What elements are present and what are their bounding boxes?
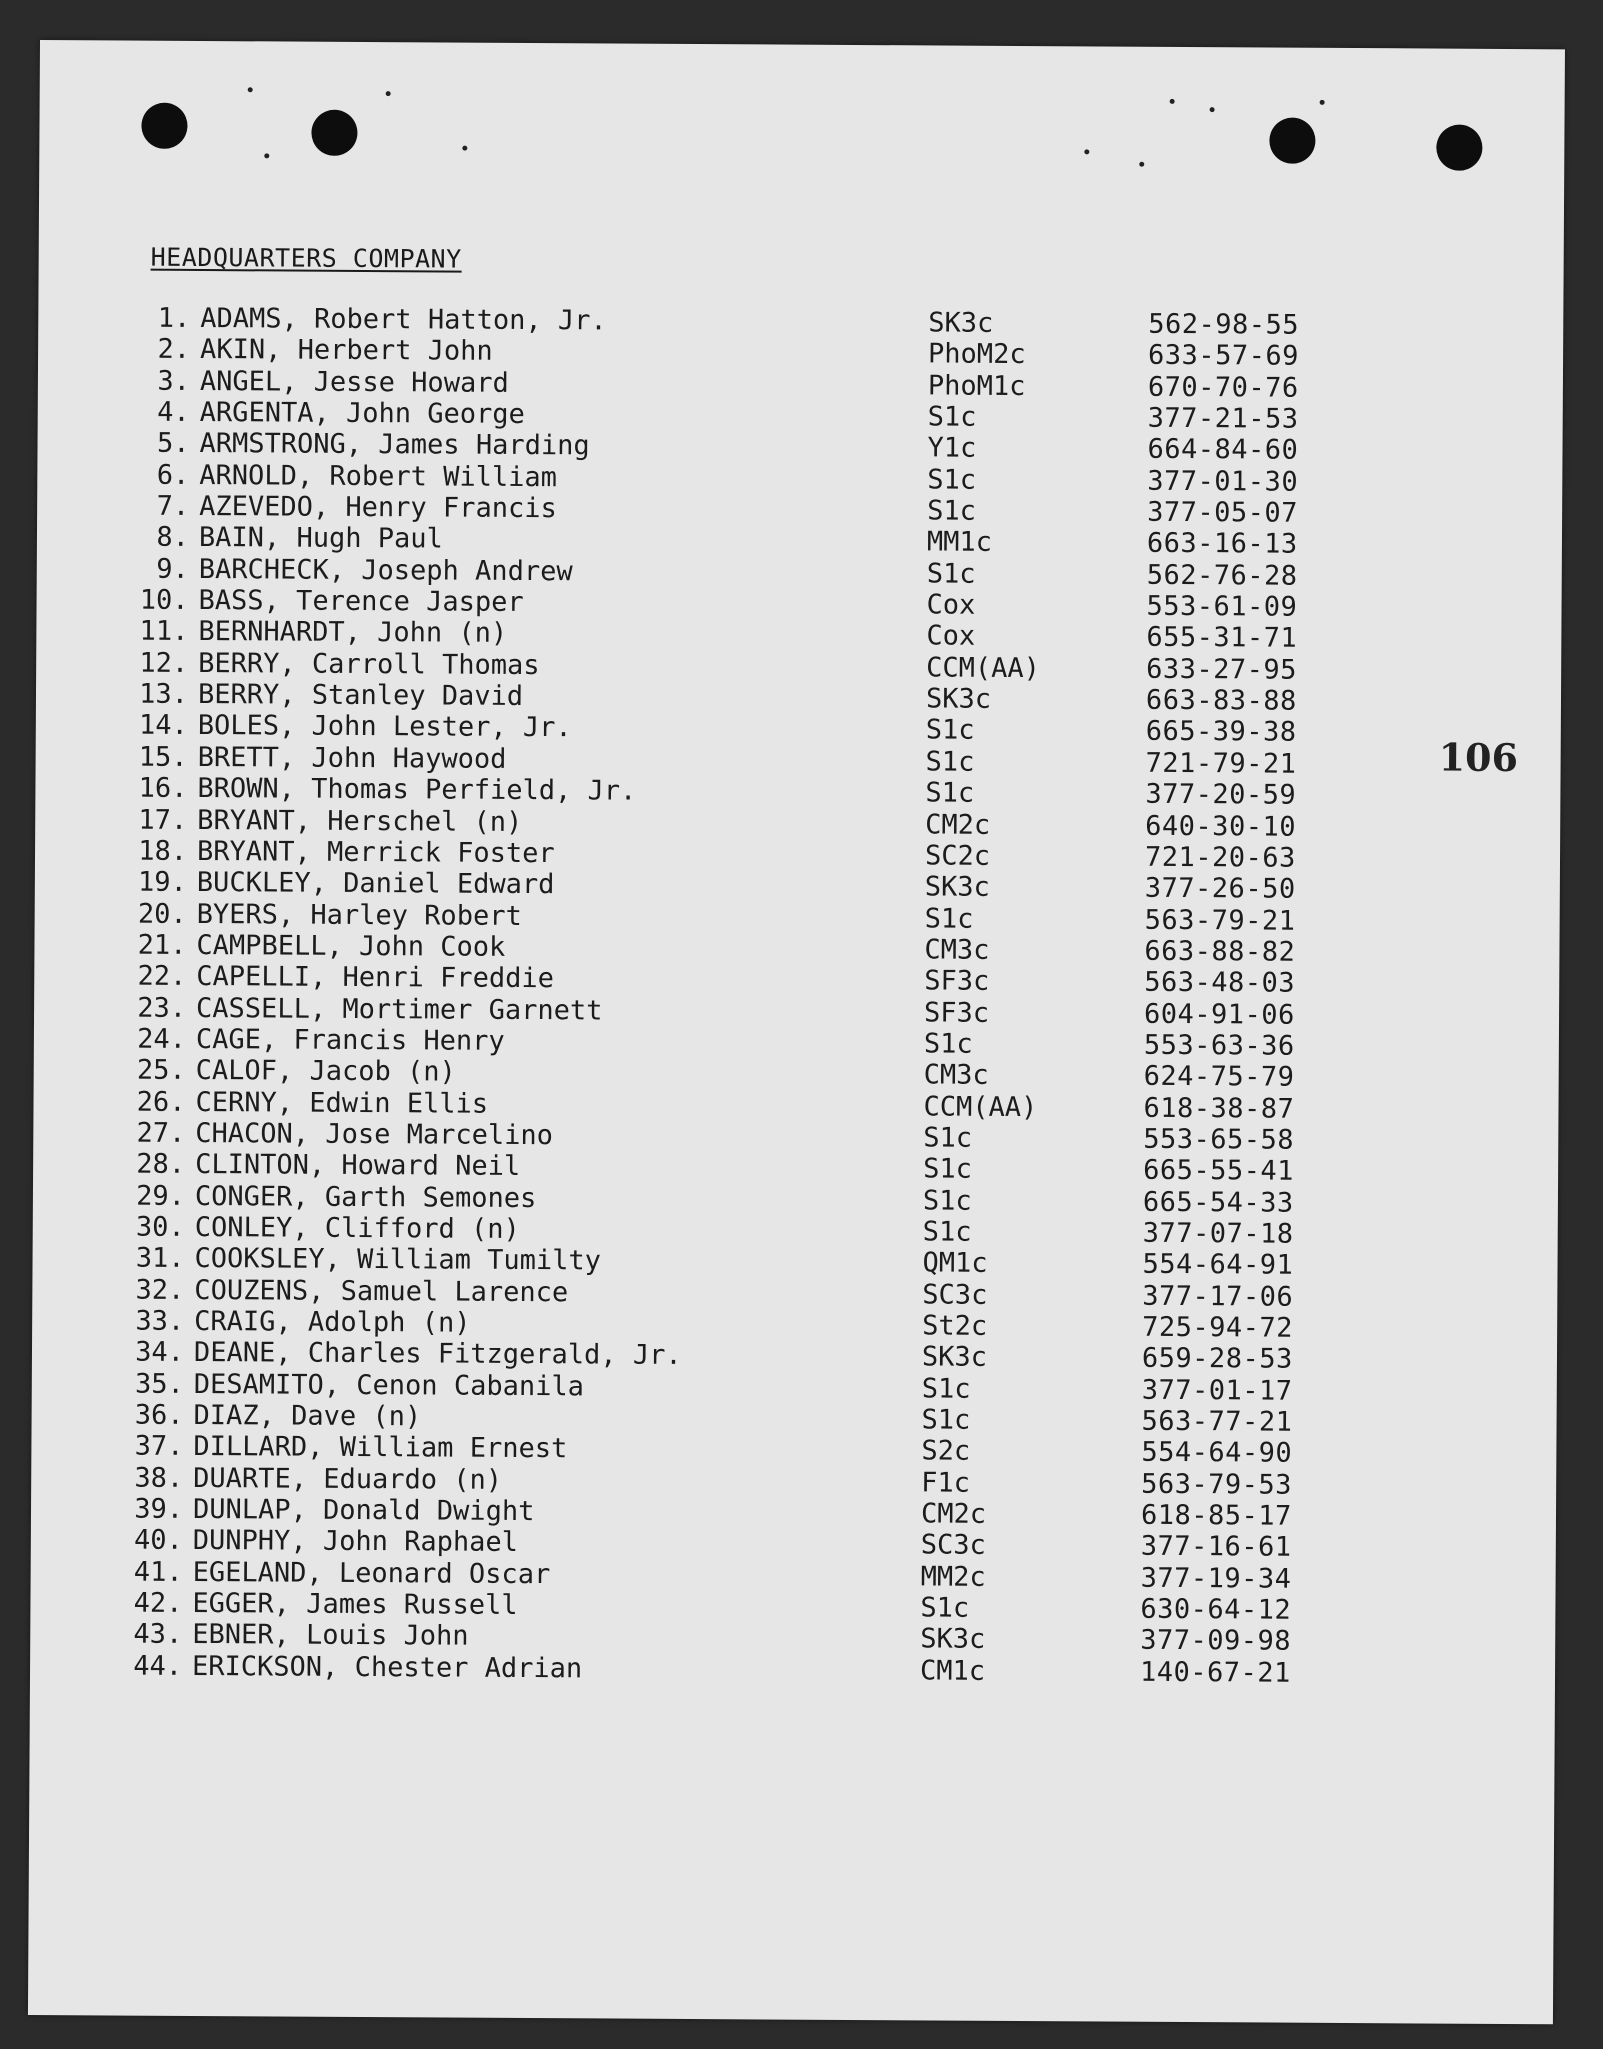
- entry-number: 25.: [136, 1054, 186, 1087]
- entry-name: DILLARD, William Ernest: [193, 1431, 568, 1465]
- entry-name: BERRY, Stanley David: [197, 679, 524, 713]
- entry-number: 24.: [137, 1023, 186, 1055]
- speck: [1139, 162, 1144, 167]
- entry-number: 15.: [138, 741, 188, 773]
- entry-rate: SK3c: [924, 871, 990, 904]
- entry-number: 9.: [156, 553, 189, 585]
- entry-name: BYERS, Harley Robert: [196, 898, 522, 932]
- entry-rate: Y1c: [927, 432, 977, 465]
- entry-rate: S2c: [921, 1435, 971, 1468]
- entry-rate: SF3c: [924, 965, 990, 998]
- speck: [462, 146, 467, 151]
- entry-number: 4.: [157, 396, 190, 428]
- entry-name: DUNPHY, John Raphael: [192, 1525, 519, 1559]
- entry-name: EGGER, James Russell: [192, 1588, 518, 1622]
- entry-service-number: 663-16-13: [1146, 528, 1298, 561]
- entry-service-number: 554-64-90: [1141, 1437, 1293, 1470]
- entry-rate: MM2c: [920, 1561, 986, 1593]
- entry-number: 11.: [139, 616, 189, 648]
- section-heading: HEADQUARTERS COMPANY: [150, 242, 462, 274]
- entry-rate: CM2c: [920, 1498, 987, 1530]
- entry-name: AZEVEDO, Henry Francis: [199, 491, 557, 525]
- entry-rate: SK3c: [928, 307, 994, 339]
- entry-number: 23.: [137, 992, 187, 1024]
- entry-name: BRETT, John Haywood: [197, 741, 507, 775]
- entry-rate: S1c: [921, 1373, 971, 1405]
- roster-list: [110, 302, 1318, 1688]
- entry-service-number: 640-30-10: [1145, 810, 1297, 843]
- entry-name: CRAIG, Adolph (n): [194, 1305, 471, 1339]
- entry-number: 2.: [157, 334, 191, 366]
- entry-service-number: 563-77-21: [1141, 1405, 1293, 1438]
- entry-service-number: 377-05-07: [1147, 496, 1299, 529]
- entry-rate: SF3c: [923, 996, 990, 1029]
- entry-service-number: 377-01-30: [1147, 465, 1299, 498]
- entry-name: BERRY, Carroll Thomas: [198, 647, 540, 681]
- entry-name: BARCHECK, Joseph Andrew: [198, 553, 573, 588]
- speck: [1170, 99, 1175, 104]
- entry-rate: S1c: [920, 1592, 970, 1624]
- entry-rate: S1c: [922, 1185, 972, 1217]
- entry-name: CALOF, Jacob (n): [195, 1055, 456, 1088]
- entry-rate: F1c: [921, 1467, 971, 1499]
- entry-number: 34.: [135, 1336, 185, 1369]
- entry-number: 8.: [156, 522, 190, 554]
- entry-rate: S1c: [922, 1216, 972, 1248]
- entry-service-number: 377-19-34: [1140, 1562, 1292, 1595]
- entry-rate: SK3c: [925, 683, 992, 715]
- entry-number: 37.: [134, 1430, 184, 1463]
- entry-number: 40.: [133, 1525, 183, 1557]
- entry-number: 19.: [137, 866, 187, 899]
- entry-rate: CM2c: [925, 808, 991, 841]
- entry-name: BOLES, John Lester, Jr.: [197, 710, 572, 744]
- entry-service-number: 562-76-28: [1146, 559, 1298, 592]
- entry-rate: SK3c: [920, 1623, 986, 1656]
- entry-number: 7.: [156, 490, 190, 522]
- entry-rate: Cox: [926, 589, 976, 621]
- entry-service-number: 725-94-72: [1142, 1311, 1294, 1344]
- entry-service-number: 563-79-21: [1144, 904, 1296, 937]
- entry-number: 41.: [133, 1556, 183, 1588]
- entry-name: CONGER, Garth Semones: [194, 1180, 537, 1214]
- entry-service-number: 659-28-53: [1141, 1343, 1293, 1376]
- entry-name: COOKSLEY, William Tumilty: [194, 1243, 602, 1277]
- entry-name: ARNOLD, Robert William: [199, 459, 558, 493]
- entry-service-number: 377-09-98: [1140, 1625, 1292, 1658]
- entry-number: 21.: [137, 929, 187, 961]
- entry-service-number: 663-83-88: [1145, 684, 1297, 717]
- entry-rate: S1c: [924, 902, 974, 935]
- roster-row: [110, 1650, 1310, 1689]
- entry-name: ANGEL, Jesse Howard: [199, 365, 509, 399]
- entry-service-number: 563-79-53: [1141, 1468, 1293, 1501]
- entry-number: 1.: [157, 302, 191, 334]
- entry-number: 3.: [157, 365, 191, 397]
- entry-service-number: 562-98-55: [1148, 308, 1300, 341]
- entry-name: BROWN, Thomas Perfield, Jr.: [197, 773, 637, 807]
- entry-rate: MM1c: [926, 526, 993, 559]
- entry-name: BUCKLEY, Daniel Edward: [196, 867, 555, 901]
- entry-number: 5.: [156, 428, 190, 460]
- entry-name: CHACON, Jose Marcelino: [195, 1117, 554, 1152]
- punch-hole-3: [1269, 118, 1315, 164]
- entry-rate: S1c: [925, 777, 975, 809]
- entry-rate: St2c: [922, 1310, 988, 1342]
- speck: [248, 87, 253, 92]
- entry-rate: PhoM1c: [927, 370, 1026, 402]
- entry-service-number: 553-65-58: [1143, 1123, 1295, 1156]
- entry-number: 39.: [134, 1493, 184, 1525]
- speck: [264, 153, 269, 158]
- entry-service-number: 665-39-38: [1145, 716, 1297, 749]
- entry-name: BAIN, Hugh Paul: [198, 522, 443, 555]
- entry-rate: S1c: [925, 714, 975, 747]
- entry-number: 29.: [136, 1180, 186, 1212]
- entry-number: 32.: [135, 1274, 185, 1306]
- entry-name: CLINTON, Howard Neil: [195, 1149, 521, 1183]
- entry-service-number: 377-20-59: [1145, 778, 1297, 811]
- entry-rate: CCM(AA): [923, 1091, 1038, 1123]
- entry-service-number: 664-84-60: [1147, 434, 1299, 467]
- entry-service-number: 633-57-69: [1147, 340, 1299, 373]
- entry-number: 16.: [138, 772, 188, 805]
- entry-name: ADAMS, Robert Hatton, Jr.: [200, 302, 607, 337]
- entry-name: DIAZ, Dave (n): [193, 1399, 422, 1433]
- speck: [1320, 100, 1325, 105]
- entry-service-number: 563-48-03: [1144, 966, 1296, 999]
- page-number: 106: [1438, 734, 1519, 781]
- entry-number: 28.: [136, 1148, 186, 1181]
- speck: [386, 91, 391, 96]
- entry-number: 33.: [135, 1305, 185, 1337]
- entry-name: ERICKSON, Chester Adrian: [191, 1650, 583, 1685]
- entry-service-number: 553-61-09: [1146, 590, 1298, 623]
- entry-name: CERNY, Edwin Ellis: [195, 1086, 489, 1120]
- entry-name: BERNHARDT, John (n): [198, 616, 508, 650]
- entry-rate: S1c: [927, 464, 977, 496]
- entry-name: BRYANT, Merrick Foster: [196, 835, 555, 870]
- entry-name: DESAMITO, Cenon Cabanila: [193, 1368, 585, 1403]
- document-page: [28, 40, 1565, 2024]
- entry-number: 12.: [139, 647, 189, 679]
- entry-service-number: 630-64-12: [1140, 1593, 1292, 1626]
- entry-service-number: 377-16-61: [1140, 1531, 1292, 1564]
- entry-name: EBNER, Louis John: [192, 1619, 469, 1653]
- entry-rate: SK3c: [921, 1341, 988, 1374]
- entry-number: 43.: [133, 1619, 183, 1651]
- entry-rate: Cox: [926, 620, 976, 653]
- entry-service-number: 377-21-53: [1147, 402, 1299, 435]
- entry-service-number: 554-64-91: [1142, 1249, 1294, 1281]
- entry-name: CAGE, Francis Henry: [195, 1023, 505, 1057]
- entry-number: 35.: [134, 1368, 184, 1400]
- entry-number: 42.: [133, 1587, 183, 1619]
- entry-rate: S1c: [923, 1153, 972, 1185]
- entry-name: CAMPBELL, John Cook: [196, 929, 506, 963]
- punch-hole-1: [141, 103, 187, 149]
- entry-service-number: 618-85-17: [1140, 1499, 1292, 1532]
- entry-name: BASS, Terence Jasper: [198, 585, 524, 619]
- entry-service-number: 377-01-17: [1141, 1374, 1293, 1407]
- entry-service-number: 670-70-76: [1147, 371, 1299, 404]
- entry-rate: S1c: [923, 1028, 973, 1060]
- punch-hole-4: [1436, 125, 1482, 171]
- entry-number: 26.: [136, 1086, 186, 1118]
- entry-service-number: 377-07-18: [1142, 1217, 1294, 1250]
- entry-name: DUARTE, Eduardo (n): [193, 1462, 503, 1496]
- entry-rate: S1c: [927, 495, 977, 527]
- entry-rate: S1c: [926, 558, 976, 590]
- entry-service-number: 618-38-87: [1143, 1092, 1295, 1125]
- entry-rate: S1c: [927, 401, 977, 433]
- entry-name: ARGENTA, John George: [199, 397, 525, 430]
- speck: [1084, 149, 1089, 154]
- entry-rate: S1c: [921, 1404, 971, 1436]
- entry-rate: CCM(AA): [926, 652, 1041, 684]
- entry-number: 6.: [156, 459, 190, 491]
- entry-name: EGELAND, Leonard Oscar: [192, 1556, 551, 1590]
- entry-rate: S1c: [923, 1122, 973, 1154]
- entry-rate: SC2c: [924, 840, 991, 872]
- entry-service-number: 721-20-63: [1144, 841, 1296, 874]
- entry-service-number: 663-88-82: [1144, 935, 1296, 968]
- entry-number: 44.: [133, 1650, 183, 1682]
- entry-service-number: 665-54-33: [1142, 1186, 1294, 1219]
- entry-number: 31.: [135, 1242, 185, 1275]
- entry-name: DEANE, Charles Fitzgerald, Jr.: [193, 1337, 682, 1372]
- entry-name: AKIN, Herbert John: [200, 334, 493, 368]
- entry-number: 36.: [134, 1399, 184, 1431]
- entry-number: 22.: [137, 960, 187, 993]
- punch-hole-2: [311, 110, 357, 156]
- entry-number: 38.: [134, 1462, 184, 1494]
- entry-rate: SC3c: [922, 1279, 988, 1311]
- entry-service-number: 721-79-21: [1145, 747, 1297, 780]
- entry-number: 27.: [136, 1117, 186, 1149]
- entry-rate: CM1c: [919, 1655, 986, 1687]
- speck: [1210, 107, 1215, 112]
- entry-rate: PhoM2c: [928, 338, 1026, 371]
- entry-service-number: 140-67-21: [1139, 1656, 1291, 1689]
- entry-rate: CM3c: [924, 934, 990, 966]
- entry-number: 20.: [137, 898, 187, 930]
- entry-service-number: 633-27-95: [1146, 653, 1298, 686]
- entry-name: CAPELLI, Henri Freddie: [196, 961, 554, 995]
- entry-rate: S1c: [925, 746, 975, 778]
- entry-service-number: 377-17-06: [1142, 1280, 1294, 1313]
- entry-name: CASSELL, Mortimer Garnett: [195, 992, 603, 1027]
- entry-service-number: 665-55-41: [1143, 1155, 1295, 1187]
- entry-number: 14.: [138, 710, 188, 742]
- entry-service-number: 655-31-71: [1146, 622, 1298, 655]
- entry-service-number: 553-63-36: [1143, 1029, 1295, 1062]
- entry-number: 30.: [135, 1211, 185, 1243]
- entry-name: BRYANT, Herschel (n): [197, 804, 523, 838]
- entry-name: CONLEY, Clifford (n): [194, 1211, 520, 1245]
- entry-name: ARMSTRONG, James Harding: [199, 428, 590, 462]
- entry-number: 18.: [138, 835, 188, 867]
- entry-name: DUNLAP, Donald Dwight: [192, 1494, 535, 1528]
- entry-number: 17.: [138, 804, 188, 836]
- entry-number: 13.: [139, 678, 189, 711]
- entry-rate: SC3c: [920, 1529, 986, 1562]
- entry-service-number: 624-75-79: [1143, 1061, 1295, 1093]
- entry-rate: CM3c: [923, 1059, 989, 1092]
- entry-service-number: 377-26-50: [1144, 872, 1296, 905]
- entry-name: COUZENS, Samuel Larence: [194, 1274, 569, 1308]
- entry-rate: QM1c: [922, 1247, 988, 1280]
- entry-number: 10.: [139, 584, 189, 617]
- entry-service-number: 604-91-06: [1143, 998, 1295, 1031]
